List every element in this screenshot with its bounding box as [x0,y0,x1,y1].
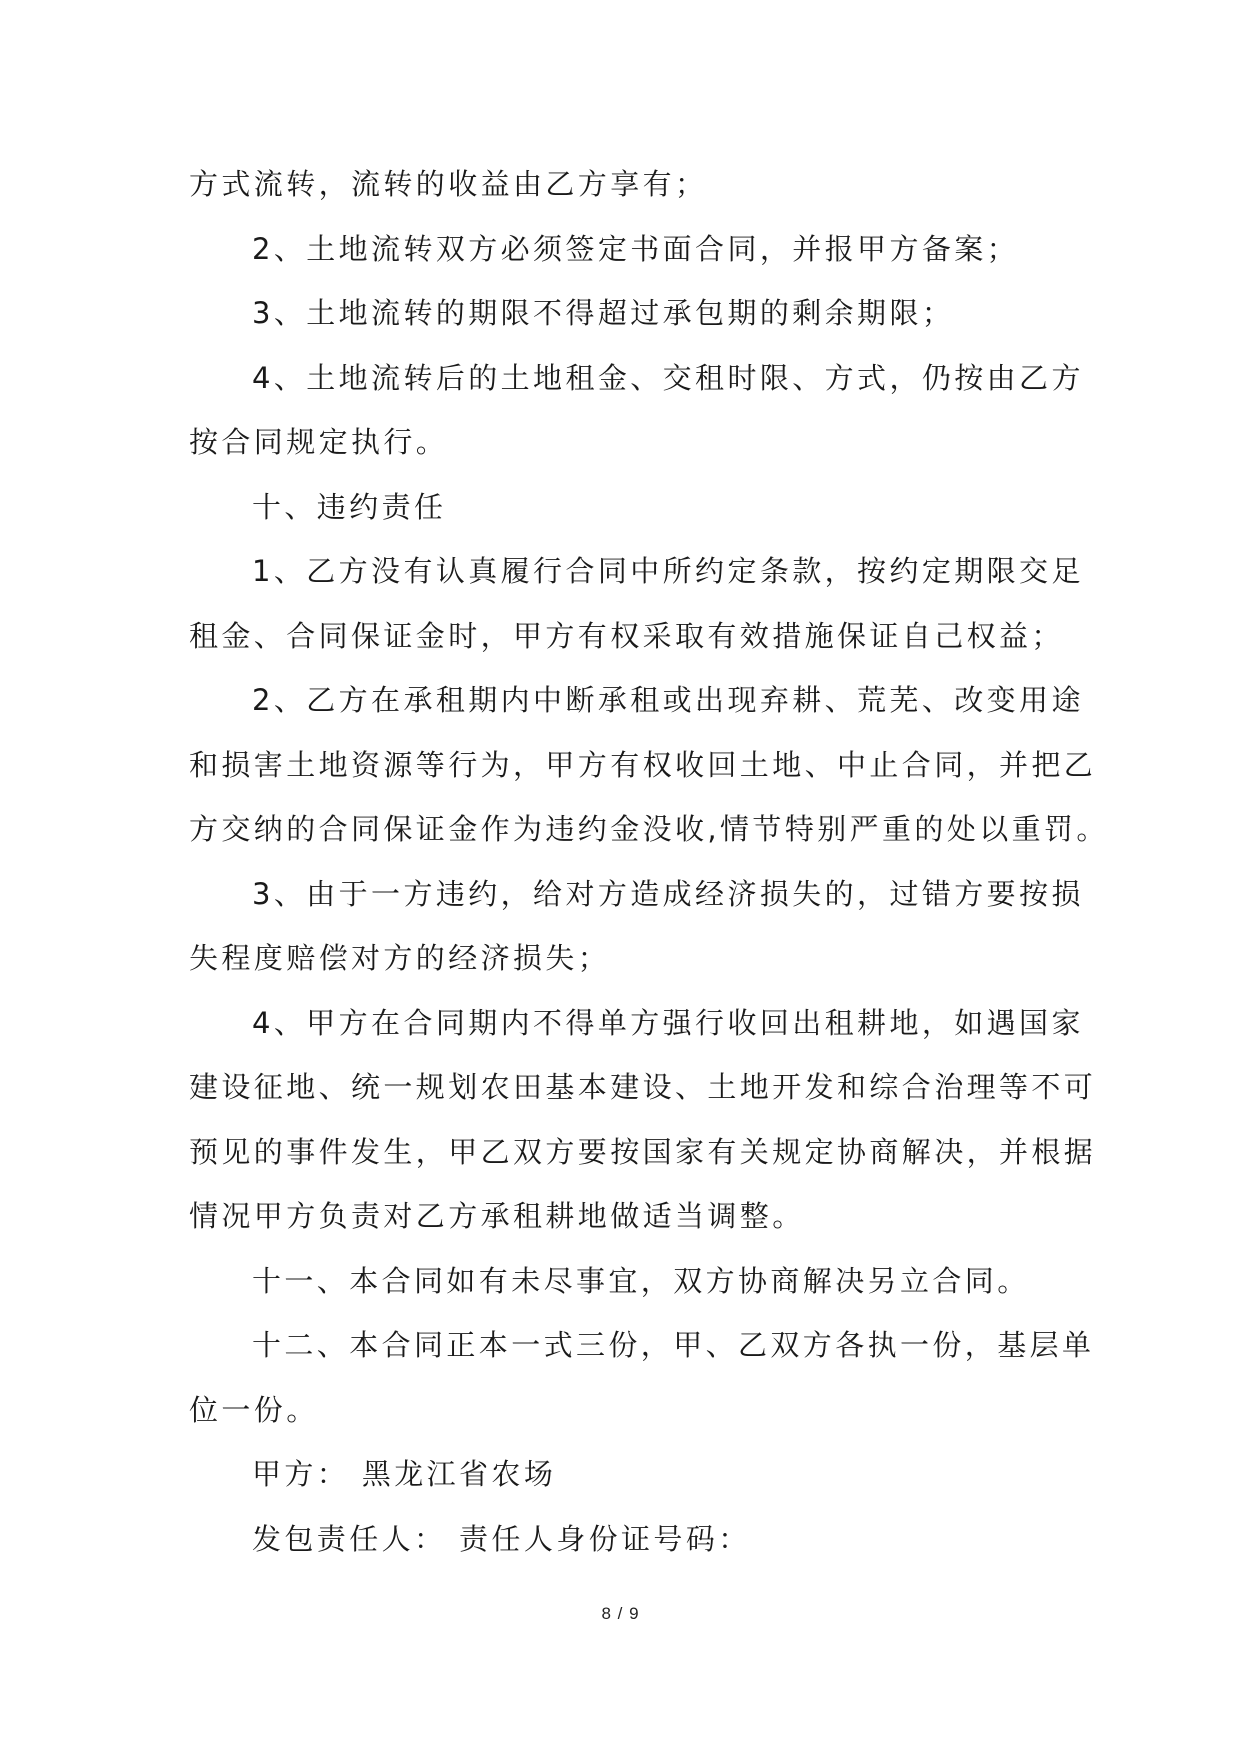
text-line: 4、甲方在合同期内不得单方强行收回出租耕地，如遇国家 [252,1005,1084,1040]
text-line: 和损害土地资源等行为，甲方有权收回土地、中止合同，并把乙 [189,747,1097,782]
text-line: 位一份。 [189,1392,319,1427]
text-line: 2、乙方在承租期内中断承租或出现弃耕、荒芜、改变用途 [252,683,1084,717]
page-number: 8 / 9 [601,1604,640,1623]
text-line: 2、土地流转双方必须签定书面合同，并报甲方备案； [252,231,1020,266]
text-line: 4、土地流转后的土地租金、交租时限、方式，仍按由乙方 [252,360,1084,395]
signature-line-responsible-person: 发包责任人： 责任人身份证号码： [252,1521,751,1556]
document-body [189,152,1109,1571]
section-heading: 十、违约责任 [252,489,447,524]
text-line: 十一、本合同如有未尽事宜，双方协商解决另立合同。 [252,1263,1030,1298]
text-line: 3、由于一方违约，给对方造成经济损失的，过错方要按损 [252,876,1084,911]
text-line: 情况甲方负责对乙方承租耕地做适当调整。 [189,1199,805,1233]
text-line: 预见的事件发生，甲乙双方要按国家有关规定协商解决，并根据 [189,1134,1097,1169]
text-line: 3、土地流转的期限不得超过承包期的剩余期限； [252,296,955,330]
text-line: 按合同规定执行。 [189,425,449,459]
signature-line-party-a: 甲方： 黑龙江省农场 [252,1457,557,1491]
text-line: 建设征地、统一规划农田基本建设、土地开发和综合治理等不可 [189,1070,1097,1104]
text-line: 十二、本合同正本一式三份，甲、乙双方各执一份，基层单 [252,1328,1095,1362]
text-line: 1、乙方没有认真履行合同中所约定条款，按约定期限交足 [252,554,1084,588]
text-line: 方式流转，流转的收益由乙方享有； [189,167,708,201]
text-line: 方交纳的合同保证金作为违约金没收,情节特别严重的处以重罚。 [189,812,1109,846]
text-line: 租金、合同保证金时，甲方有权采取有效措施保证自己权益； [189,618,1064,653]
text-line: 失程度赔偿对方的经济损失； [189,941,611,975]
